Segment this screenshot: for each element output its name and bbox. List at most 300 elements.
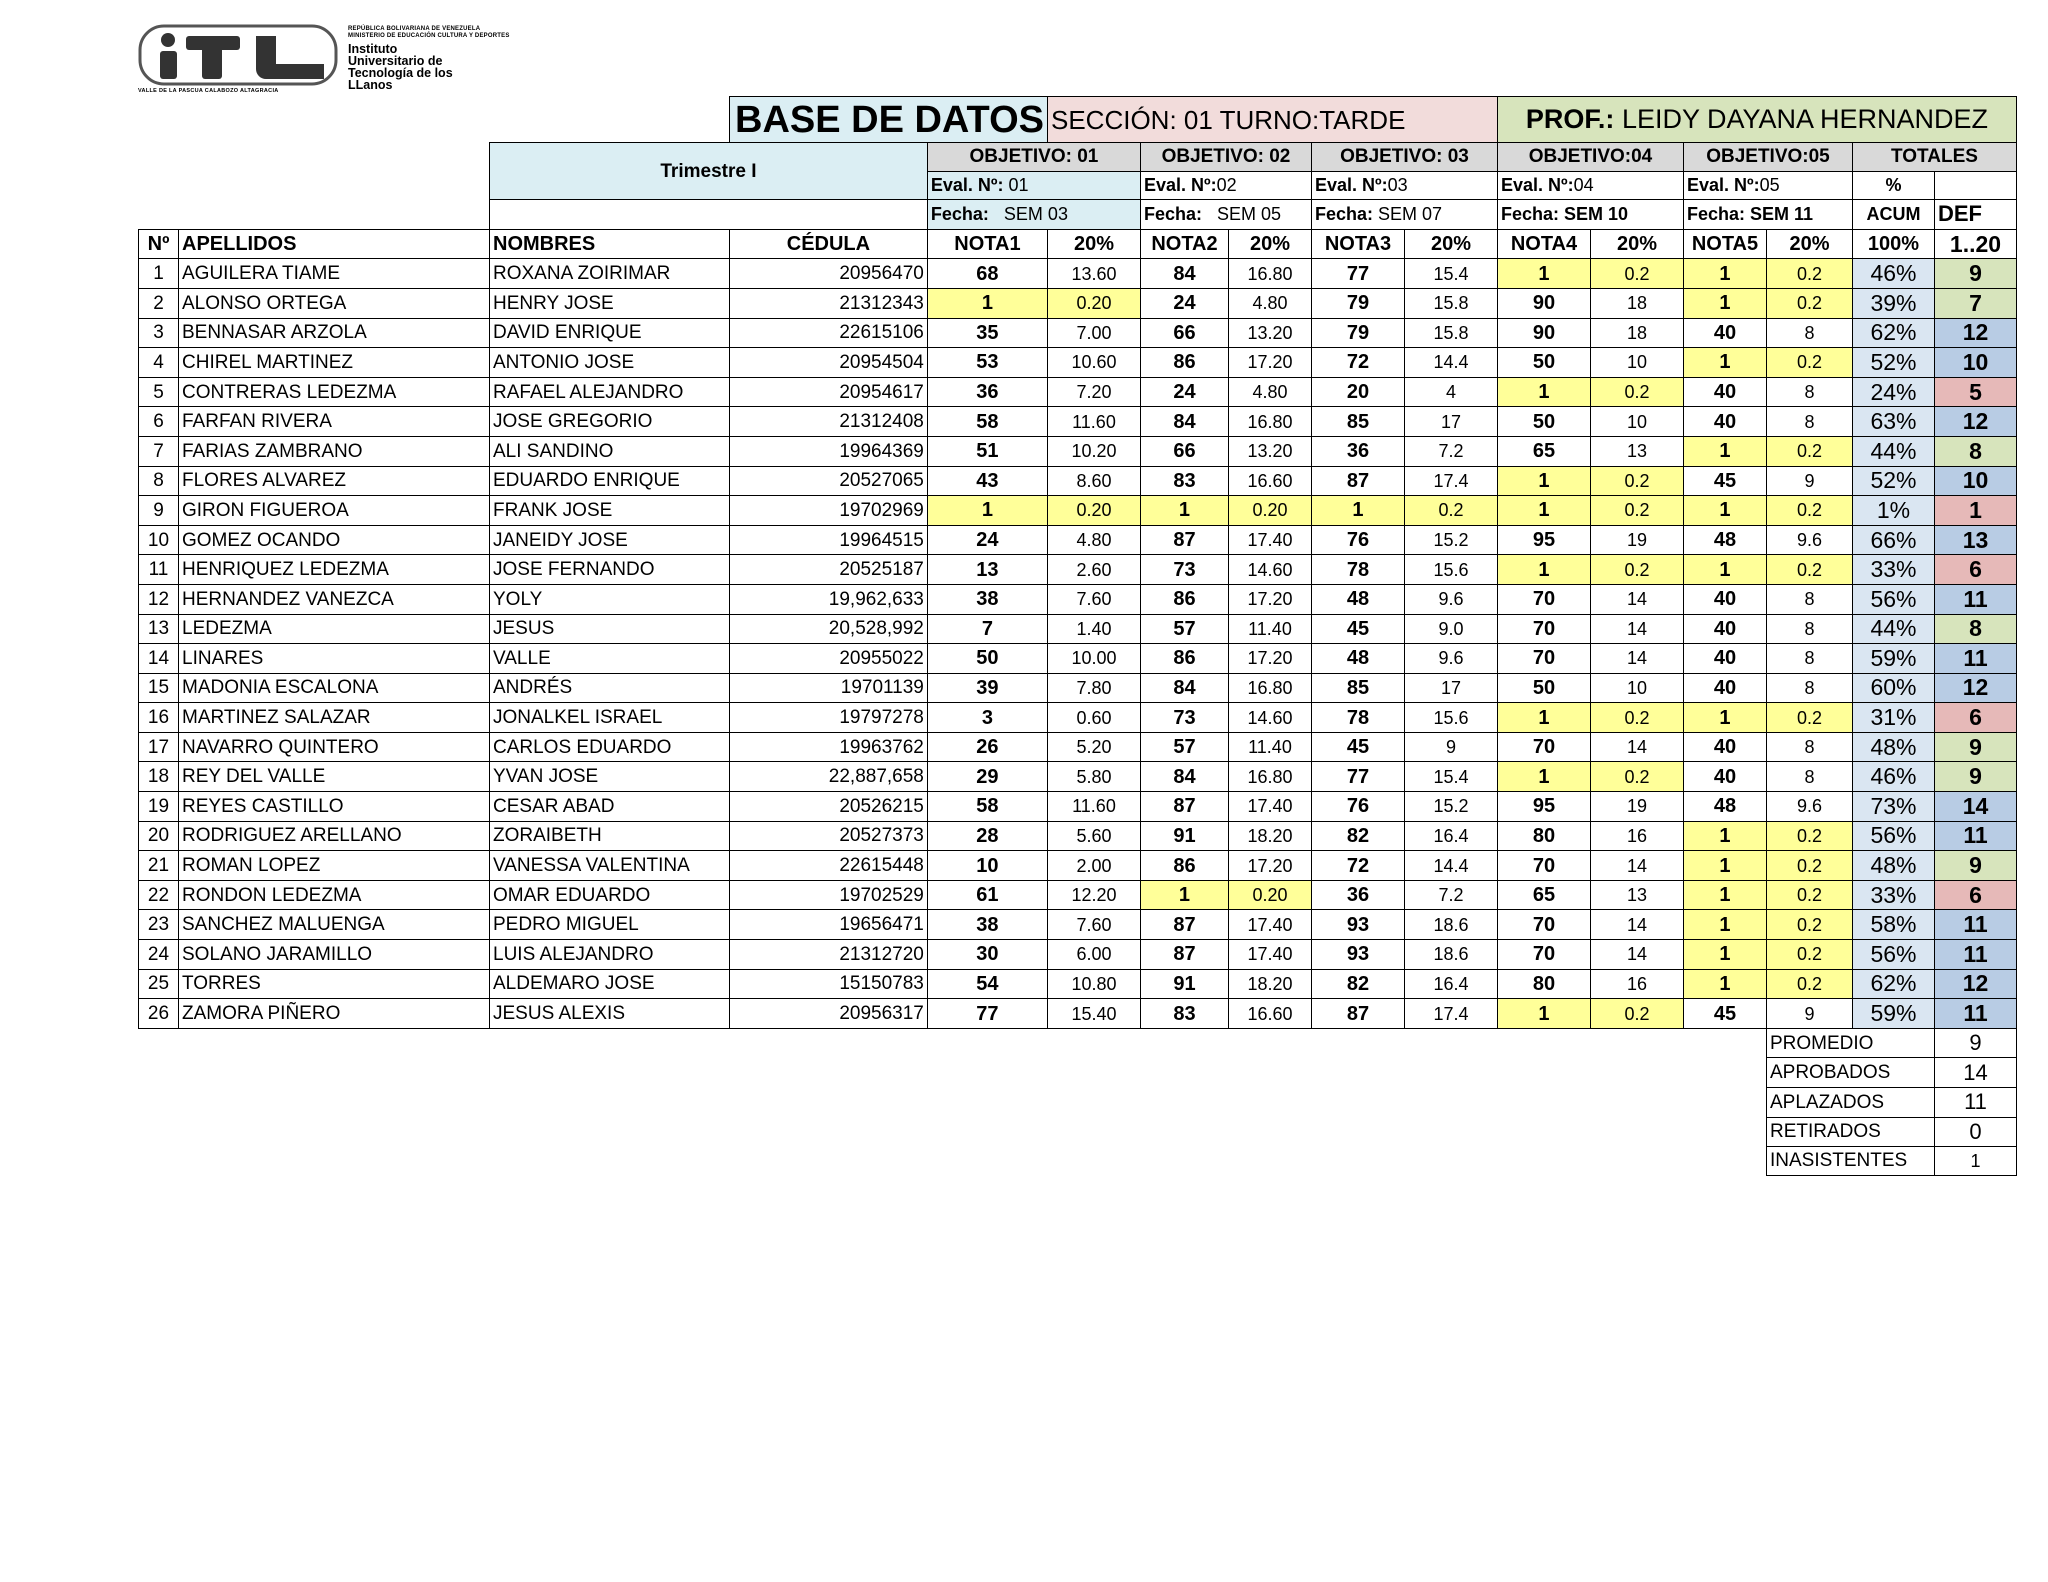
row-number: 22 — [139, 880, 179, 910]
nota1-cell: 38 — [927, 584, 1047, 614]
pct2-cell: 13.20 — [1228, 436, 1311, 466]
nota1-cell: 77 — [927, 999, 1047, 1029]
nota3-cell: 72 — [1311, 348, 1404, 378]
nota5-cell: 40 — [1683, 584, 1766, 614]
pct4-cell: 0.2 — [1590, 555, 1683, 585]
nota4-cell: 80 — [1497, 969, 1590, 999]
apellidos-cell: CONTRERAS LEDEZMA — [179, 377, 490, 407]
cedula-cell: 22,887,658 — [730, 762, 928, 792]
apellidos-cell: MADONIA ESCALONA — [179, 673, 490, 703]
pct2-cell: 4.80 — [1228, 288, 1311, 318]
nota4-cell: 90 — [1497, 318, 1590, 348]
pct2-cell: 17.20 — [1228, 348, 1311, 378]
pct5-cell: 0.2 — [1766, 821, 1852, 851]
pct2-cell: 16.80 — [1228, 762, 1311, 792]
acum-cell: 59% — [1852, 644, 1934, 674]
pct3-cell: 17 — [1404, 673, 1497, 703]
cedula-cell: 20527065 — [730, 466, 928, 496]
cedula-cell: 19702969 — [730, 496, 928, 526]
row-number: 1 — [139, 259, 179, 289]
def-cell: 6 — [1934, 880, 2016, 910]
pct3-cell: 18.6 — [1404, 940, 1497, 970]
nota1-cell: 39 — [927, 673, 1047, 703]
pct1-cell: 11.60 — [1047, 792, 1140, 822]
table-row — [139, 288, 2017, 318]
pct3-cell: 9.6 — [1404, 644, 1497, 674]
nota5-cell: 40 — [1683, 732, 1766, 762]
table-row — [139, 348, 2017, 378]
table-row — [139, 584, 2017, 614]
nota3-cell: 93 — [1311, 940, 1404, 970]
pct1-cell: 6.00 — [1047, 940, 1140, 970]
pct2-cell: 16.60 — [1228, 999, 1311, 1029]
acum-cell: 52% — [1852, 348, 1934, 378]
def-cell: 11 — [1934, 584, 2016, 614]
nota4-cell: 1 — [1497, 999, 1590, 1029]
pct2-cell: 17.40 — [1228, 525, 1311, 555]
nota4-cell: 95 — [1497, 792, 1590, 822]
row-number: 16 — [139, 703, 179, 733]
institution-name — [348, 43, 453, 91]
institution-header-small — [348, 26, 588, 40]
pct1-cell: 1.40 — [1047, 614, 1140, 644]
blank-corner — [139, 97, 730, 143]
table-row — [139, 880, 2017, 910]
pct1-cell: 7.80 — [1047, 673, 1140, 703]
acum-cell: 56% — [1852, 584, 1934, 614]
nota2-cell: 86 — [1140, 851, 1228, 881]
nota2-cell: 84 — [1140, 259, 1228, 289]
pct1-cell: 4.80 — [1047, 525, 1140, 555]
col-acum-header: 100% — [1852, 229, 1934, 259]
nota1-cell: 51 — [927, 436, 1047, 466]
def-cell: 12 — [1934, 969, 2016, 999]
nota4-cell: 70 — [1497, 910, 1590, 940]
acum-cell: 62% — [1852, 969, 1934, 999]
pct4-cell: 14 — [1590, 851, 1683, 881]
apellidos-cell: FARIAS ZAMBRANO — [179, 436, 490, 466]
nombres-cell: ROXANA ZOIRIMAR — [490, 259, 730, 289]
nota1-cell: 35 — [927, 318, 1047, 348]
pct3-cell: 15.6 — [1404, 555, 1497, 585]
table-row — [139, 525, 2017, 555]
blank — [139, 200, 490, 230]
pct2-cell: 18.20 — [1228, 969, 1311, 999]
pct4-cell: 0.2 — [1590, 377, 1683, 407]
row-number: 5 — [139, 377, 179, 407]
nota3-cell: 87 — [1311, 466, 1404, 496]
table-row — [139, 762, 2017, 792]
nota4-cell: 50 — [1497, 673, 1590, 703]
pct1-cell: 10.20 — [1047, 436, 1140, 466]
nota2-cell: 73 — [1140, 555, 1228, 585]
nota3-cell: 82 — [1311, 821, 1404, 851]
fecha-5: Fecha: SEM 11 — [1683, 200, 1852, 230]
column-header-row — [139, 229, 2017, 259]
nota1-cell: 3 — [927, 703, 1047, 733]
def-cell: 6 — [1934, 703, 2016, 733]
pct1-cell: 7.60 — [1047, 910, 1140, 940]
acum-cell: 56% — [1852, 821, 1934, 851]
summary-value: 14 — [1934, 1058, 2016, 1088]
nota5-cell: 1 — [1683, 496, 1766, 526]
summary-row — [139, 1028, 2017, 1058]
nota2-cell: 91 — [1140, 969, 1228, 999]
row-number: 19 — [139, 792, 179, 822]
table-row — [139, 644, 2017, 674]
pct1-cell: 0.20 — [1047, 496, 1140, 526]
pct5-cell: 0.2 — [1766, 880, 1852, 910]
acum-cell: 46% — [1852, 762, 1934, 792]
pct4-cell: 10 — [1590, 673, 1683, 703]
pct2-cell: 17.40 — [1228, 940, 1311, 970]
summary-label: PROMEDIO — [1766, 1028, 1934, 1058]
summary-value: 1 — [1934, 1147, 2016, 1176]
pct2-cell: 16.80 — [1228, 673, 1311, 703]
row-number: 10 — [139, 525, 179, 555]
acum-cell: 1% — [1852, 496, 1934, 526]
pct5-cell: 8 — [1766, 377, 1852, 407]
nota1-cell: 54 — [927, 969, 1047, 999]
cedula-cell: 19656471 — [730, 910, 928, 940]
pct3-cell: 4 — [1404, 377, 1497, 407]
pct3-cell: 17.4 — [1404, 999, 1497, 1029]
pct4-cell: 18 — [1590, 288, 1683, 318]
nombres-cell: EDUARDO ENRIQUE — [490, 466, 730, 496]
nota3-cell: 78 — [1311, 555, 1404, 585]
nota4-cell: 1 — [1497, 377, 1590, 407]
pct5-cell: 0.2 — [1766, 259, 1852, 289]
nota1-cell: 26 — [927, 732, 1047, 762]
pct3-cell: 15.6 — [1404, 703, 1497, 733]
nota4-cell: 70 — [1497, 614, 1590, 644]
apellidos-cell: FARFAN RIVERA — [179, 407, 490, 437]
eval-5: Eval. Nº:05 — [1683, 171, 1852, 200]
pct3-cell: 14.4 — [1404, 851, 1497, 881]
blank — [139, 1117, 1767, 1147]
nota3-cell: 36 — [1311, 436, 1404, 466]
pct3-cell: 18.6 — [1404, 910, 1497, 940]
pct-symbol: % — [1852, 171, 1934, 200]
pct5-cell: 0.2 — [1766, 940, 1852, 970]
apellidos-cell: REY DEL VALLE — [179, 762, 490, 792]
nota1-cell: 1 — [927, 288, 1047, 318]
nota3-cell: 36 — [1311, 880, 1404, 910]
nombres-cell: HENRY JOSE — [490, 288, 730, 318]
summary-row — [139, 1058, 2017, 1088]
pct5-cell: 9 — [1766, 999, 1852, 1029]
nota3-cell: 45 — [1311, 614, 1404, 644]
apellidos-cell: NAVARRO QUINTERO — [179, 732, 490, 762]
eval-3: Eval. Nº:03 — [1311, 171, 1497, 200]
pct3-cell: 15.2 — [1404, 792, 1497, 822]
def-cell: 12 — [1934, 407, 2016, 437]
nota3-cell: 20 — [1311, 377, 1404, 407]
objetivo-3: OBJETIVO: 03 — [1311, 143, 1497, 172]
nota5-cell: 40 — [1683, 377, 1766, 407]
pct2-cell: 17.20 — [1228, 644, 1311, 674]
def-cell: 9 — [1934, 762, 2016, 792]
pct1-cell: 7.00 — [1047, 318, 1140, 348]
pct1-cell: 0.20 — [1047, 288, 1140, 318]
nota3-cell: 85 — [1311, 673, 1404, 703]
nota5-cell: 1 — [1683, 436, 1766, 466]
nota3-cell: 85 — [1311, 407, 1404, 437]
nota2-cell: 57 — [1140, 732, 1228, 762]
cedula-cell: 22615106 — [730, 318, 928, 348]
nota4-cell: 70 — [1497, 644, 1590, 674]
col-nota2-header: NOTA2 — [1140, 229, 1228, 259]
nota2-cell: 84 — [1140, 407, 1228, 437]
cedula-cell: 20526215 — [730, 792, 928, 822]
table-row — [139, 259, 2017, 289]
pct2-cell: 0.20 — [1228, 496, 1311, 526]
def-cell: 1 — [1934, 496, 2016, 526]
nota1-cell: 36 — [927, 377, 1047, 407]
cedula-cell: 20,528,992 — [730, 614, 928, 644]
pct4-cell: 14 — [1590, 940, 1683, 970]
nombres-cell: ANDRÉS — [490, 673, 730, 703]
nombres-cell: FRANK JOSE — [490, 496, 730, 526]
row-number: 6 — [139, 407, 179, 437]
nota5-cell: 1 — [1683, 821, 1766, 851]
col-pct5-header: 20% — [1766, 229, 1852, 259]
pct5-cell: 0.2 — [1766, 288, 1852, 318]
nota3-cell: 78 — [1311, 703, 1404, 733]
institution-name-line-1: Instituto — [348, 42, 398, 56]
apellidos-cell: HENRIQUEZ LEDEZMA — [179, 555, 490, 585]
nota4-cell: 90 — [1497, 288, 1590, 318]
nota2-cell: 1 — [1140, 496, 1228, 526]
nota5-cell: 1 — [1683, 259, 1766, 289]
table-row — [139, 377, 2017, 407]
apellidos-cell: BENNASAR ARZOLA — [179, 318, 490, 348]
table-row — [139, 673, 2017, 703]
nota4-cell: 65 — [1497, 436, 1590, 466]
pct3-cell: 16.4 — [1404, 969, 1497, 999]
def-cell: 12 — [1934, 673, 2016, 703]
pct5-cell: 8 — [1766, 318, 1852, 348]
objetivo-4: OBJETIVO:04 — [1497, 143, 1683, 172]
pct5-cell: 8 — [1766, 732, 1852, 762]
ministry-line-2: MINISTERIO DE EDUCACIÓN CULTURA Y DEPORTES — [348, 33, 510, 39]
nota5-cell: 1 — [1683, 851, 1766, 881]
cedula-cell: 20527373 — [730, 821, 928, 851]
pct5-cell: 0.2 — [1766, 851, 1852, 881]
def-cell: 14 — [1934, 792, 2016, 822]
professor-name: LEIDY DAYANA HERNANDEZ — [1614, 104, 1989, 134]
blank — [490, 200, 928, 230]
table-row — [139, 999, 2017, 1029]
acum-cell: 31% — [1852, 703, 1934, 733]
pct3-cell: 9.6 — [1404, 584, 1497, 614]
summary-row — [139, 1088, 2017, 1118]
nota4-cell: 70 — [1497, 940, 1590, 970]
col-nota4-header: NOTA4 — [1497, 229, 1590, 259]
pct2-cell: 4.80 — [1228, 377, 1311, 407]
pct5-cell: 0.2 — [1766, 348, 1852, 378]
apellidos-cell: LINARES — [179, 644, 490, 674]
objetivo-1: OBJETIVO: 01 — [927, 143, 1140, 172]
nota5-cell: 40 — [1683, 614, 1766, 644]
pct4-cell: 0.2 — [1590, 703, 1683, 733]
nota2-cell: 83 — [1140, 466, 1228, 496]
apellidos-cell: SANCHEZ MALUENGA — [179, 910, 490, 940]
table-row — [139, 555, 2017, 585]
cedula-cell: 20954504 — [730, 348, 928, 378]
pct1-cell: 5.60 — [1047, 821, 1140, 851]
row-number: 9 — [139, 496, 179, 526]
pct4-cell: 0.2 — [1590, 762, 1683, 792]
apellidos-cell: AGUILERA TIAME — [179, 259, 490, 289]
cedula-cell: 19963762 — [730, 732, 928, 762]
def-cell: 9 — [1934, 259, 2016, 289]
pct4-cell: 18 — [1590, 318, 1683, 348]
pct2-cell: 11.40 — [1228, 732, 1311, 762]
nombres-cell: ALDEMARO JOSE — [490, 969, 730, 999]
itl-logo-mark — [138, 24, 338, 86]
pct2-cell: 13.20 — [1228, 318, 1311, 348]
cedula-cell: 21312343 — [730, 288, 928, 318]
nota3-cell: 1 — [1311, 496, 1404, 526]
row-number: 2 — [139, 288, 179, 318]
col-def-header: 1..20 — [1934, 229, 2016, 259]
nota4-cell: 70 — [1497, 732, 1590, 762]
nota4-cell: 80 — [1497, 821, 1590, 851]
nombres-cell: JESUS ALEXIS — [490, 999, 730, 1029]
pct5-cell: 0.2 — [1766, 436, 1852, 466]
nota4-cell: 1 — [1497, 466, 1590, 496]
acum-label: ACUM — [1852, 200, 1934, 230]
nota2-cell: 87 — [1140, 910, 1228, 940]
nombres-cell: CARLOS EDUARDO — [490, 732, 730, 762]
col-pct1-header: 20% — [1047, 229, 1140, 259]
row-number: 17 — [139, 732, 179, 762]
pct5-cell: 8 — [1766, 762, 1852, 792]
fecha-4: Fecha: SEM 10 — [1497, 200, 1683, 230]
pct3-cell: 15.2 — [1404, 525, 1497, 555]
nota3-cell: 48 — [1311, 584, 1404, 614]
nota5-cell: 1 — [1683, 940, 1766, 970]
apellidos-cell: GOMEZ OCANDO — [179, 525, 490, 555]
nombres-cell: RAFAEL ALEJANDRO — [490, 377, 730, 407]
nota3-cell: 77 — [1311, 762, 1404, 792]
nota3-cell: 72 — [1311, 851, 1404, 881]
pct5-cell: 8 — [1766, 614, 1852, 644]
nota5-cell: 1 — [1683, 288, 1766, 318]
cedula-cell: 22615448 — [730, 851, 928, 881]
institution-name-line-4: LLanos — [348, 78, 393, 92]
nota4-cell: 50 — [1497, 348, 1590, 378]
nota3-cell: 77 — [1311, 259, 1404, 289]
col-num-header: Nº — [139, 229, 179, 259]
pct4-cell: 0.2 — [1590, 466, 1683, 496]
eval-2: Eval. Nº:02 — [1140, 171, 1311, 200]
blank — [139, 1147, 1767, 1176]
cedula-cell: 19,962,633 — [730, 584, 928, 614]
pct3-cell: 16.4 — [1404, 821, 1497, 851]
table-row — [139, 436, 2017, 466]
col-nota3-header: NOTA3 — [1311, 229, 1404, 259]
pct1-cell: 11.60 — [1047, 407, 1140, 437]
pct1-cell: 10.80 — [1047, 969, 1140, 999]
eval-4: Eval. Nº:04 — [1497, 171, 1683, 200]
nombres-cell: YOLY — [490, 584, 730, 614]
table-row — [139, 466, 2017, 496]
professor — [1497, 97, 2016, 143]
nota2-cell: 84 — [1140, 762, 1228, 792]
pct2-cell: 16.60 — [1228, 466, 1311, 496]
pct2-cell: 18.20 — [1228, 821, 1311, 851]
cedula-cell: 19701139 — [730, 673, 928, 703]
col-cedula-header: CÉDULA — [730, 229, 928, 259]
pct2-cell: 0.20 — [1228, 880, 1311, 910]
nota5-cell: 40 — [1683, 644, 1766, 674]
blank — [139, 1058, 1767, 1088]
row-number: 21 — [139, 851, 179, 881]
nota5-cell: 1 — [1683, 880, 1766, 910]
nota3-cell: 79 — [1311, 318, 1404, 348]
nota5-cell: 1 — [1683, 703, 1766, 733]
pct5-cell: 9 — [1766, 466, 1852, 496]
nota1-cell: 13 — [927, 555, 1047, 585]
cedula-cell: 20956470 — [730, 259, 928, 289]
summary-value: 11 — [1934, 1088, 2016, 1118]
row-number: 8 — [139, 466, 179, 496]
nota1-cell: 43 — [927, 466, 1047, 496]
table-row — [139, 940, 2017, 970]
nota5-cell: 40 — [1683, 407, 1766, 437]
row-number: 25 — [139, 969, 179, 999]
nota5-cell: 40 — [1683, 673, 1766, 703]
fecha-1: Fecha: SEM 03 — [927, 200, 1140, 230]
nota4-cell: 50 — [1497, 407, 1590, 437]
nota1-cell: 58 — [927, 792, 1047, 822]
nombres-cell: JOSE GREGORIO — [490, 407, 730, 437]
ministry-line-1: REPÚBLICA BOLIVARIANA DE VENEZUELA — [348, 26, 481, 32]
pct4-cell: 14 — [1590, 614, 1683, 644]
nombres-cell: ALI SANDINO — [490, 436, 730, 466]
def-cell: 5 — [1934, 377, 2016, 407]
pct4-cell: 13 — [1590, 880, 1683, 910]
nombres-cell: CESAR ABAD — [490, 792, 730, 822]
row-number: 20 — [139, 821, 179, 851]
apellidos-cell: FLORES ALVAREZ — [179, 466, 490, 496]
nota2-cell: 24 — [1140, 377, 1228, 407]
row-number: 4 — [139, 348, 179, 378]
apellidos-cell: RODRIGUEZ ARELLANO — [179, 821, 490, 851]
pct2-cell: 17.40 — [1228, 910, 1311, 940]
pct2-cell: 16.80 — [1228, 407, 1311, 437]
acum-cell: 33% — [1852, 880, 1934, 910]
table-row — [139, 407, 2017, 437]
nota3-cell: 76 — [1311, 525, 1404, 555]
nombres-cell: ANTONIO JOSE — [490, 348, 730, 378]
fecha-2: Fecha: SEM 05 — [1140, 200, 1311, 230]
def-cell: 7 — [1934, 288, 2016, 318]
pct2-cell: 17.20 — [1228, 851, 1311, 881]
institution-name-line-2: Universitario de — [348, 54, 443, 68]
nota1-cell: 50 — [927, 644, 1047, 674]
col-pct3-header: 20% — [1404, 229, 1497, 259]
nota1-cell: 7 — [927, 614, 1047, 644]
cedula-cell: 20954617 — [730, 377, 928, 407]
def-cell: 11 — [1934, 644, 2016, 674]
nota3-cell: 45 — [1311, 732, 1404, 762]
summary-row — [139, 1147, 2017, 1176]
row-number: 18 — [139, 762, 179, 792]
nota3-cell: 79 — [1311, 288, 1404, 318]
